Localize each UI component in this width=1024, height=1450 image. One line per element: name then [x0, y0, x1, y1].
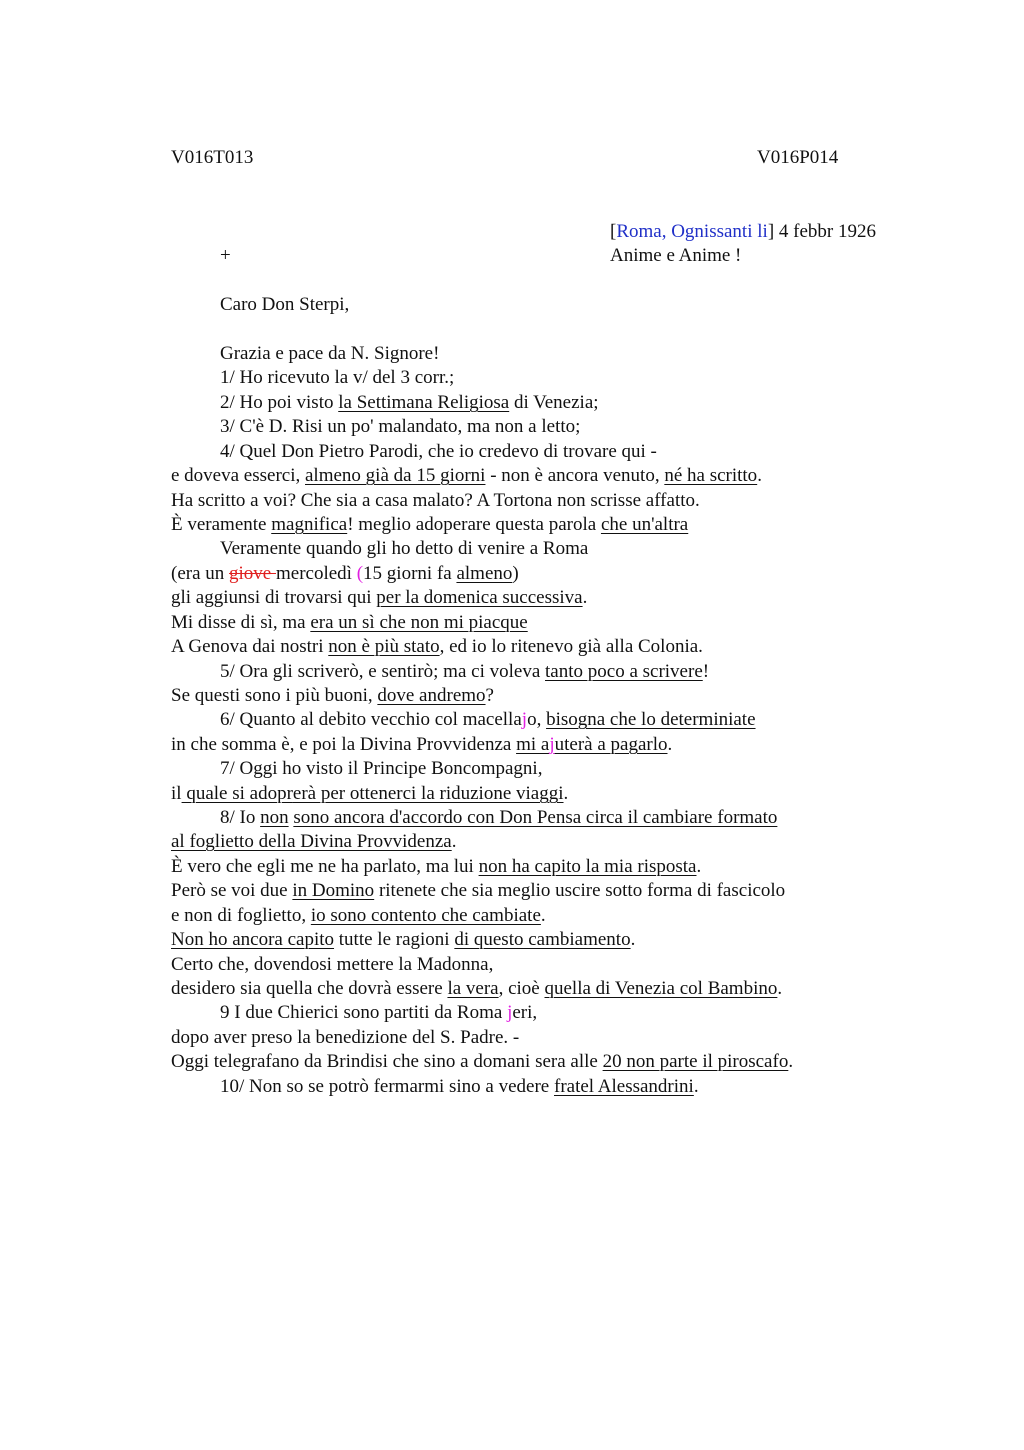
text-run: 2/ Ho poi visto — [220, 392, 339, 413]
body-line — [220, 806, 777, 830]
body-line — [220, 391, 599, 415]
underlined-text: dove andremo — [377, 685, 486, 706]
text-run: Veramente quando gli ho detto di venire a Roma — [220, 538, 589, 559]
body-line — [220, 1001, 537, 1025]
text-run: Se questi sono i più buoni, — [171, 685, 378, 706]
text-run: ! meglio adoperare questa parola — [347, 514, 601, 535]
text-run: Grazia e pace da N. Signore! — [220, 343, 440, 364]
text-run: e doveva esserci, — [171, 465, 305, 486]
text-run: 5/ Ora gli scriverò, e sentirò; ma ci voleva — [220, 661, 546, 682]
body-line — [220, 342, 439, 366]
underlined-text: era un sì che non mi piacque — [310, 612, 528, 633]
text-run: dopo aver preso la benedizione del S. Padre. - — [171, 1027, 520, 1048]
dateline-bracket-open: [ — [610, 221, 617, 242]
added-letter: j — [549, 734, 555, 755]
body-line — [220, 366, 454, 390]
header-right-code: V016P014 — [757, 147, 839, 168]
text-run: 1/ Ho ricevuto la v/ del 3 corr.; — [220, 367, 455, 388]
text-run: Però se voi due — [171, 880, 293, 901]
text-run: 6/ Quanto al debito vecchio col macella — [220, 709, 522, 730]
text-run: mercoledì — [276, 563, 357, 584]
text-run: Ha scritto a voi? Che sia a casa malato? A Tortona non scrisse affatto. — [171, 490, 700, 511]
body-line — [171, 464, 762, 488]
text-run: Mi disse di sì, ma — [171, 612, 311, 633]
text-run: o, — [527, 709, 547, 730]
text-run: Oggi telegrafano da Brindisi che sino a domani sera alle — [171, 1051, 603, 1072]
text-run: . — [696, 856, 702, 877]
text-run: . — [788, 1051, 794, 1072]
underlined-text: di questo cambiamento — [454, 929, 631, 950]
body-line — [171, 635, 703, 659]
added-letter: j — [507, 1002, 513, 1023]
text-run: tutte le ragioni — [334, 929, 455, 950]
text-run: 3/ C'è D. Risi un po' malandato, ma non a letto; — [220, 416, 581, 437]
underlined-text: la vera — [447, 978, 499, 999]
text-run: , ed io lo ritenevo già alla Colonia. — [439, 636, 703, 657]
text-run: e non di foglietto, — [171, 905, 311, 926]
body-line — [171, 513, 688, 537]
text-run: . — [693, 1076, 699, 1097]
struck-text: giove — [229, 563, 276, 584]
underlined-text: quale si adopr — [181, 783, 293, 804]
text-run: È veramente — [171, 514, 272, 535]
text-run: 7/ Oggi ho visto il Principe Boncompagni, — [220, 758, 543, 779]
body-line — [171, 684, 494, 708]
body-line — [171, 733, 672, 757]
underlined-text: almeno — [456, 563, 513, 584]
text-run: - non è ancora venuto, — [485, 465, 665, 486]
text-run: gli aggiunsi di trovarsi qui — [171, 587, 377, 608]
text-run: 8/ Io — [220, 807, 261, 828]
text-run: ! — [702, 661, 710, 682]
added-letter: ( — [356, 563, 364, 584]
body-line — [171, 782, 568, 806]
text-run: desidero sia quella che dovrà essere — [171, 978, 448, 999]
text-run: . — [777, 978, 783, 999]
text-run: ritenete che sia meglio uscire sotto forma di fascicolo — [374, 880, 786, 901]
body-line — [171, 562, 519, 586]
underlined-text: per la domenica successiva — [376, 587, 583, 608]
salutation: Caro Don Sterpi, — [220, 294, 350, 315]
body-line — [171, 855, 701, 879]
text-run: 10/ Non so se potrò fermarmi sino a vedere — [220, 1076, 554, 1097]
text-run: A Genova dai nostri — [171, 636, 329, 657]
body-line — [171, 977, 782, 1001]
dateline — [610, 220, 876, 244]
body-line — [171, 928, 635, 952]
body-line — [171, 1050, 793, 1074]
text-run: . — [667, 734, 673, 755]
underlined-text: Non ho ancora capito — [171, 929, 335, 950]
text-run: . — [582, 587, 588, 608]
body-line — [171, 586, 587, 610]
underlined-text: fratel Alessandrini — [554, 1076, 694, 1097]
text-run: . — [563, 783, 569, 804]
text-run: È vero che egli me ne ha parlato, ma lui — [171, 856, 479, 877]
body-line — [171, 611, 528, 635]
underlined-text: almeno già da 15 giorni — [305, 465, 486, 486]
text-run: in che somma è, e poi la Divina Provvidenza — [171, 734, 517, 755]
dateline-bracket-close: ] — [767, 221, 775, 242]
underlined-text: in Domino — [292, 880, 375, 901]
underlined-text: tanto poco a scrivere — [545, 661, 703, 682]
text-run: . — [757, 465, 762, 486]
text-run: 15 giorni fa — [363, 563, 457, 584]
added-letter: j — [521, 709, 528, 730]
text-run: . — [540, 905, 546, 926]
body-line — [171, 1026, 519, 1050]
underlined-text: al foglietto della Divina Provvidenza — [171, 831, 452, 852]
underlined-text: uterà a pagarlo — [554, 734, 668, 755]
underlined-text: non è più stato — [328, 636, 440, 657]
text-run: di Venezia; — [509, 392, 599, 413]
text-run: (era un — [171, 563, 230, 584]
motto: Anime e Anime ! — [610, 245, 742, 266]
underlined-text: sono ancora d'accordo con Don Pensa circa il cambiare formato — [293, 807, 778, 828]
body-line — [220, 440, 657, 464]
text-run: 9 I due Chierici sono partiti da Roma — [220, 1002, 508, 1023]
body-line — [220, 1075, 699, 1099]
text-run: ) — [512, 563, 519, 584]
text-run: . — [630, 929, 636, 950]
underlined-text: non ha capito la mia risposta — [478, 856, 697, 877]
body-line — [171, 489, 700, 513]
body-line — [220, 660, 709, 684]
text-run: 4/ Quel Don Pietro Parodi, che io credevo di trovare qui - — [220, 441, 657, 462]
underlined-text: la Settimana Religiosa — [338, 392, 510, 413]
body-line — [171, 953, 493, 977]
cross-mark: + — [220, 245, 231, 266]
underlined-text: 20 non parte il piroscafo — [602, 1051, 789, 1072]
text-run: , cioè — [498, 978, 545, 999]
underlined-text: io sono contento che cambiate — [310, 905, 541, 926]
body-line — [171, 904, 546, 928]
underlined-text: né ha scritto — [664, 465, 758, 486]
body-line — [220, 708, 756, 732]
text-run: il — [171, 783, 182, 804]
body-line — [171, 879, 785, 903]
underlined-text: quella di Venezia col Bambino — [544, 978, 778, 999]
body-line — [220, 757, 542, 781]
dateline-date: 4 febbr 1926 — [774, 221, 876, 242]
underlined-text: che un'altra — [600, 514, 689, 535]
text-run: eri, — [512, 1002, 538, 1023]
text-run: Certo che, dovendosi mettere la Madonna, — [171, 954, 494, 975]
body-line — [220, 537, 588, 561]
underlined-text: mi a — [516, 734, 550, 755]
header-left-code: V016T013 — [171, 147, 254, 168]
underlined-text: erà per ottenerci la riduzione viaggi — [292, 783, 564, 804]
text-run: . — [451, 831, 457, 852]
dateline-place: Roma, Ognissanti li — [616, 221, 768, 242]
text-run: ? — [485, 685, 494, 706]
underlined-text: non — [260, 807, 289, 828]
underlined-text: magnifica — [271, 514, 348, 535]
body-line — [171, 830, 456, 854]
underlined-text: bisogna che lo determiniate — [546, 709, 756, 730]
body-line — [220, 415, 580, 439]
